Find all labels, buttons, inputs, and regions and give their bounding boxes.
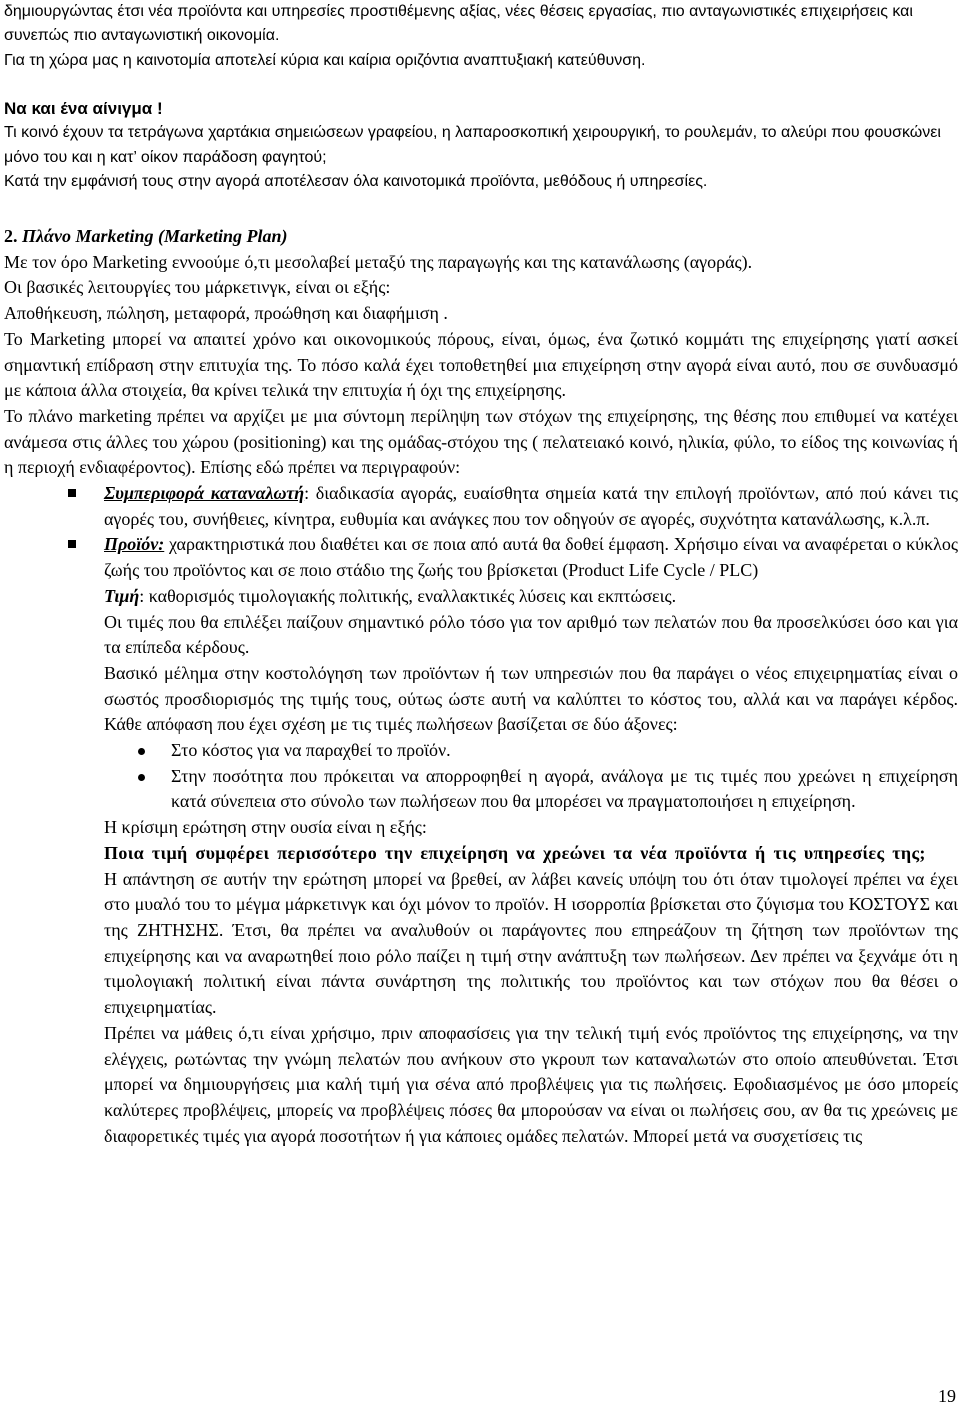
price-text: : καθορισμός τιμολογιακής πολιτικής, εναλλακτικές λύσεις και εκπτώσεις. <box>139 585 677 606</box>
marketing-definition: Με τον όρο Marketing εννοούμε ό,τι μεσολαβεί μεταξύ της παραγωγής και της κατανάλωσης (αγοράς). <box>4 251 753 272</box>
price-paragraph-1: Οι τιμές που θα επιλέξει παίζουν σημαντικό ρόλο τόσο για τον αριθμό των πελατών που θα προσελκύσει όσο και για τα επίπεδα κέρδους. <box>104 611 958 658</box>
intro-line-1: δημιουργώντας έτσι νέα προϊόντα και υπηρεσίες προστιθέμενης αξίας, νέες θέσεις εργασίας, πιο ανταγωνιστικές επιχειρήσεις και συνεπώς πιο ανταγωνιστική οικονομία. <box>4 3 913 45</box>
square-bullet-icon <box>68 540 76 548</box>
functions-list: Αποθήκευση, πώληση, μεταφορά, προώθηση και διαφήμιση . <box>4 303 448 324</box>
section-heading <box>4 224 958 250</box>
answer-paragraph: Η απάντηση σε αυτήν την ερώτηση μπορεί να βρεθεί, αν λάβει κανείς υπόψη του ότι όταν τιμολογεί πρέπει να έχει στο μυαλό του το μέγμα μάρκετινγκ και όχι μόνον το προϊόν. Η ισορροπία βρίσκεται στο ζύγισμα του ΚΟΣΤΟΥΣ και της ΖΗΤΗΣΗΣ. Έτσι, θα πρέπει να αναλυθούν οι παράγοντες που επηρεάζουν τη ζήτηση των προϊόντων της επιχείρησης και να αναρωτηθεί ποιο ρόλο παίζει η τιμή στην ανάπτυξη των πωλήσεων. Δεν πρέπει να ξεχνάμε ότι η τιμολογιακή πολιτική είναι πάντα συνάρτηση της πολιτικής του προϊόντος και των στόχων που θα θέσει ο επιχειρηματίας. <box>104 868 958 1018</box>
paragraph-importance: Το Marketing μπορεί να απαιτεί χρόνο και οικονομικούς πόρους, είναι, όμως, ένα ζωτικό κομμάτι της επιχείρησης γιατί ασκεί σημαντική επίδραση στην επιτυχία της. Το πόσο καλά έχει τοποθετηθεί μια επιχείρηση στην αγορά είναι αυτό, που σε συνδυασμό με κάποια άλλα στοιχεία, θα κρίνει τελικά την επιτυχία ή όχι της επιχείρησης. <box>4 328 958 401</box>
riddle-title: Να και ένα αίνιγμα ! <box>4 99 163 118</box>
intro-line-2: Για τη χώρα μας η καινοτομία αποτελεί κύρια και καίρια οριζόντια αναπτυξιακή κατεύθυνση. <box>4 51 646 69</box>
consumer-behavior-text: : διαδικασία αγοράς, ευαίσθητα σημεία κατά την επιλογή προϊόντων, από πού κάνει τις αγορές του, συνήθειες, κίνητρα, ευθυμία και ανάγκες που τον οδηγούν σε αγορές, συχνότητα κατανάλωσης, κ.λ.π. <box>104 483 958 529</box>
bullet-consumer-behavior <box>4 481 958 532</box>
functions-intro: Οι βασικές λειτουργίες του μάρκετινγκ, είναι οι εξής: <box>4 277 391 298</box>
consumer-behavior-term: Συμπεριφορά καταναλωτή <box>104 483 305 504</box>
section-title: Πλάνο Marketing (Marketing Plan) <box>22 226 288 246</box>
intro-text <box>4 0 958 73</box>
square-bullet-icon <box>68 489 76 497</box>
final-paragraph: Πρέπει να μάθεις ό,τι είναι χρήσιμο, πριν αποφασίσεις για την τελική τιμή ενός προϊόντος της επιχείρησης, να την ελέγχεις, ρωτώντας την γνώμη πελατών που ανήκουν στο γκρουπ των καταναλωτών στο οποίο απευθύνεται. Έτσι μπορεί να δημιουργήσεις μια καλή τιμή για σένα από προβλέψεις για τις πωλήσεις. Εφοδιασμένος με όσο μπορείς καλύτερες προβλέψεις, μπορείς να προβλέψεις πόσες θα μπορούσαν να είναι οι πωλήσεις σου, αν θα τις χρεώνεις με διαφορετικές τιμές για αγορά ποσοτήτων ή για κάποιες ομάδες πελατών. Μπορεί μετά να συσχετίσεις τις <box>104 1022 958 1146</box>
section-number: 2. <box>4 226 18 246</box>
axis-quantity-text: Στην ποσότητα που πρόκειται να απορροφηθεί η αγορά, ανάλογα με τις τιμές που χρεώνει η επιχείρηση κατά σύνεπεια στο σύνολο των πωλήσεων που θα μπορέσει να πραγματοποιήσει η επιχείρηση. <box>171 765 958 812</box>
page-number: 19 <box>938 1386 956 1406</box>
price-paragraph-2: Βασικό μέλημα στην κοστολόγηση των προϊόντων ή των υπηρεσιών που θα παράγει ο νέος επιχειρηματίας είναι ο σωστός προσδιορισμός της τιμής τους, ούτως ώστε αυτή να καλύπτει το κόστος του, αλλά και να παράγει κέρδος. Κάθε απόφαση που έχει σχέση με τις τιμές πωλήσεων βασίζεται σε δύο άξονες: <box>104 662 958 735</box>
price-term: Τιμή <box>104 585 140 606</box>
product-term: Προϊόν: <box>104 534 165 555</box>
riddle-block <box>4 97 958 194</box>
riddle-question: Τι κοινό έχουν τα τετράγωνα χαρτάκια σημειώσεων γραφείου, η λαπαροσκοπική χειρουργική, το ρουλεμάν, το αλεύρι που φουσκώνει μόνο του και η κατ’ οίκον παράδοση φαγητού; <box>4 124 941 166</box>
axis-item-cost <box>4 738 958 764</box>
critical-question: Ποια τιμή συμφέρει περισσότερο την επιχείρηση να χρεώνει τα νέα προϊόντα ή τις υπηρεσίες της; <box>104 842 926 863</box>
bullet-product <box>4 532 958 583</box>
riddle-answer: Κατά την εμφάνισή τους στην αγορά αποτέλεσαν όλα καινοτομικά προϊόντα, μεθόδους ή υπηρεσίες. <box>4 172 708 190</box>
axis-item-quantity <box>4 764 958 815</box>
round-bullet-icon <box>138 774 145 781</box>
round-bullet-icon <box>138 748 145 755</box>
product-text: χαρακτηριστικά που διαθέτει και σε ποια από αυτά θα δοθεί έμφαση. Χρήσιμο είναι να αναφέρεται ο κύκλος ζωής του προϊόντος και σε ποιο στάδιο της ζωής του βρίσκεται (Product Life Cycle / PLC) <box>104 534 958 581</box>
section-2 <box>4 224 958 1149</box>
price-line <box>4 584 958 610</box>
critical-question-intro: Η κρίσιμη ερώτηση στην ουσία είναι η εξής: <box>104 817 427 838</box>
paragraph-plan: Το πλάνο marketing πρέπει να αρχίζει με μια σύντομη περίληψη των στόχων της επιχείρησης, της θέσης που επιθυμεί να κατέχει ανάμεσα στις άλλες του χώρου (positioning) και της ομάδας-στόχου της ( πελατειακό κοινό, ηλικία, φύλο, το είδος της κοινωνίας ή η περιοχή ενδιαφέροντος). Επίσης εδώ πρέπει να περιγραφούν: <box>4 405 958 478</box>
axis-cost-text: Στο κόστος για να παραχθεί το προϊόν. <box>171 740 451 761</box>
